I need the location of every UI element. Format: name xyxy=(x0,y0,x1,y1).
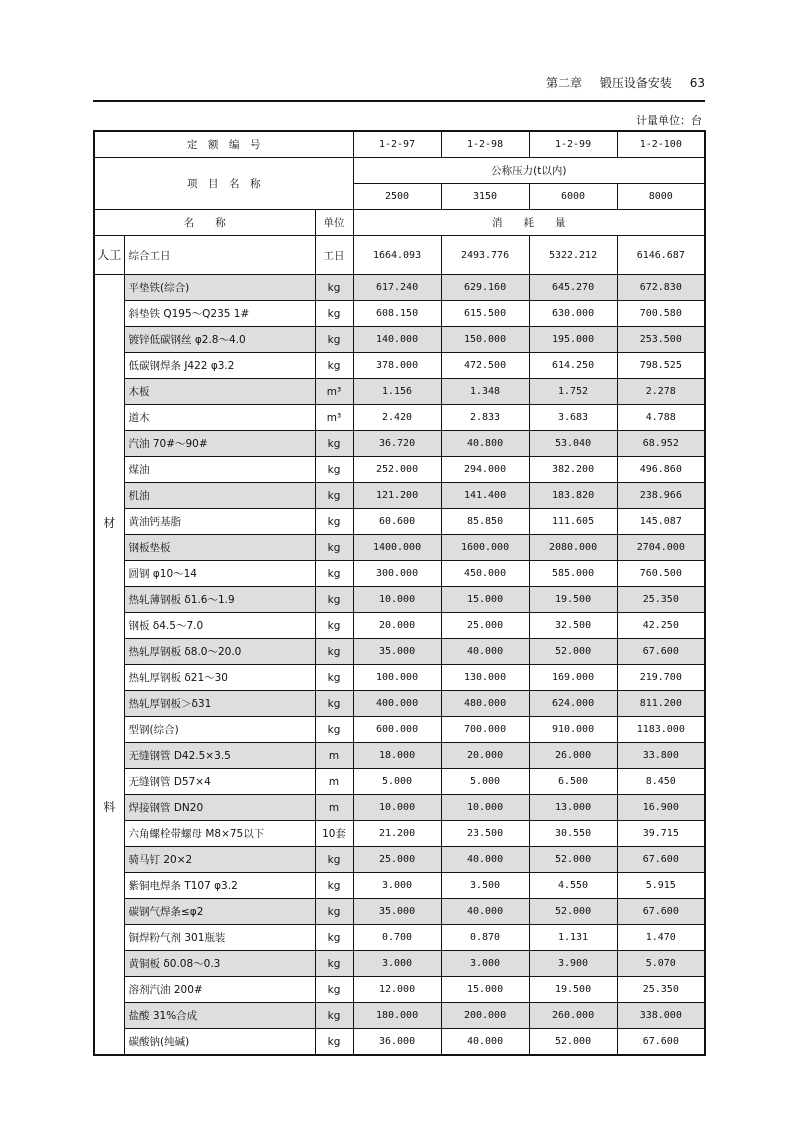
material-name: 热轧厚钢板 δ21～30 xyxy=(124,665,315,691)
section-title: 锻压设备安装 xyxy=(599,76,672,90)
material-unit: kg xyxy=(315,275,353,301)
material-value: 40.000 xyxy=(441,847,529,873)
material-value: 260.000 xyxy=(529,1003,617,1029)
material-unit: kg xyxy=(315,431,353,457)
material-value: 23.500 xyxy=(441,821,529,847)
labor-value: 5322.212 xyxy=(529,236,617,275)
material-value: 121.200 xyxy=(353,483,441,509)
material-value: 180.000 xyxy=(353,1003,441,1029)
quota-label: 定 额 编 号 xyxy=(94,131,353,158)
material-value: 130.000 xyxy=(441,665,529,691)
material-row xyxy=(94,795,705,821)
quota-code: 1-2-99 xyxy=(529,131,617,158)
material-unit: kg xyxy=(315,691,353,717)
material-value: 1.348 xyxy=(441,379,529,405)
material-value: 3.000 xyxy=(353,873,441,899)
material-value: 40.000 xyxy=(441,899,529,925)
material-value: 169.000 xyxy=(529,665,617,691)
material-value: 8.450 xyxy=(617,769,705,795)
material-value: 40.000 xyxy=(441,1029,529,1056)
material-row xyxy=(94,847,705,873)
material-row xyxy=(94,379,705,405)
material-value: 52.000 xyxy=(529,847,617,873)
material-name: 钢板 δ4.5～7.0 xyxy=(124,613,315,639)
quota-code: 1-2-97 xyxy=(353,131,441,158)
chapter-label: 第二章 xyxy=(546,76,583,90)
material-row xyxy=(94,639,705,665)
material-value: 700.000 xyxy=(441,717,529,743)
material-value: 18.000 xyxy=(353,743,441,769)
material-value: 21.200 xyxy=(353,821,441,847)
labor-value: 6146.687 xyxy=(617,236,705,275)
material-unit: kg xyxy=(315,1029,353,1056)
material-value: 36.000 xyxy=(353,1029,441,1056)
material-name: 碳钢气焊条≤φ2 xyxy=(124,899,315,925)
material-value: 53.040 xyxy=(529,431,617,457)
material-name: 无缝钢管 D57×4 xyxy=(124,769,315,795)
material-value: 52.000 xyxy=(529,899,617,925)
material-row xyxy=(94,899,705,925)
labor-row xyxy=(94,236,705,275)
material-row xyxy=(94,691,705,717)
material-value: 3.000 xyxy=(353,951,441,977)
material-name: 六角螺栓带螺母 M8×75以下 xyxy=(124,821,315,847)
material-value: 614.250 xyxy=(529,353,617,379)
material-row xyxy=(94,587,705,613)
material-name: 热轧薄钢板 δ1.6～1.9 xyxy=(124,587,315,613)
material-value: 2.420 xyxy=(353,405,441,431)
material-row xyxy=(94,1029,705,1056)
pressure-value: 8000 xyxy=(617,184,705,210)
material-name: 无缝钢管 D42.5×3.5 xyxy=(124,743,315,769)
material-value: 10.000 xyxy=(353,587,441,613)
material-name: 型钢(综合) xyxy=(124,717,315,743)
material-value: 35.000 xyxy=(353,639,441,665)
material-value: 12.000 xyxy=(353,977,441,1003)
material-name: 道木 xyxy=(124,405,315,431)
material-value: 0.870 xyxy=(441,925,529,951)
material-value: 672.830 xyxy=(617,275,705,301)
labor-value: 1664.093 xyxy=(353,236,441,275)
labor-category: 人工 xyxy=(94,236,124,275)
material-value: 67.600 xyxy=(617,899,705,925)
material-value: 67.600 xyxy=(617,847,705,873)
material-value: 5.000 xyxy=(441,769,529,795)
material-value: 33.800 xyxy=(617,743,705,769)
material-value: 183.820 xyxy=(529,483,617,509)
material-value: 140.000 xyxy=(353,327,441,353)
material-unit: kg xyxy=(315,665,353,691)
material-value: 60.600 xyxy=(353,509,441,535)
pressure-value: 3150 xyxy=(441,184,529,210)
material-unit: kg xyxy=(315,483,353,509)
material-value: 238.966 xyxy=(617,483,705,509)
material-value: 3.000 xyxy=(441,951,529,977)
material-name: 机油 xyxy=(124,483,315,509)
material-value: 624.000 xyxy=(529,691,617,717)
unit-column-header: 单位 xyxy=(315,210,353,236)
material-unit: 10套 xyxy=(315,821,353,847)
page-header xyxy=(93,72,705,102)
material-value: 0.700 xyxy=(353,925,441,951)
material-value: 4.788 xyxy=(617,405,705,431)
material-row xyxy=(94,353,705,379)
pressure-header-row xyxy=(94,158,705,184)
material-value: 585.000 xyxy=(529,561,617,587)
material-name: 热轧厚钢板＞δ31 xyxy=(124,691,315,717)
material-name: 焊接钢管 DN20 xyxy=(124,795,315,821)
material-value: 20.000 xyxy=(441,743,529,769)
material-row xyxy=(94,509,705,535)
name-column-header: 名 称 xyxy=(94,210,315,236)
material-unit: kg xyxy=(315,509,353,535)
material-value: 150.000 xyxy=(441,327,529,353)
material-value: 68.952 xyxy=(617,431,705,457)
material-name: 黄铜板 δ0.08～0.3 xyxy=(124,951,315,977)
material-value: 760.500 xyxy=(617,561,705,587)
material-row xyxy=(94,977,705,1003)
material-value: 4.550 xyxy=(529,873,617,899)
labor-unit: 工日 xyxy=(315,236,353,275)
pressure-value: 2500 xyxy=(353,184,441,210)
material-unit: kg xyxy=(315,301,353,327)
material-row xyxy=(94,405,705,431)
material-unit: kg xyxy=(315,899,353,925)
pressure-value: 6000 xyxy=(529,184,617,210)
material-row xyxy=(94,1003,705,1029)
material-value: 2.278 xyxy=(617,379,705,405)
material-row xyxy=(94,613,705,639)
material-value: 6.500 xyxy=(529,769,617,795)
material-row xyxy=(94,665,705,691)
material-value: 1.156 xyxy=(353,379,441,405)
material-unit: kg xyxy=(315,561,353,587)
material-unit: kg xyxy=(315,873,353,899)
material-value: 252.000 xyxy=(353,457,441,483)
material-value: 5.070 xyxy=(617,951,705,977)
material-value: 1.470 xyxy=(617,925,705,951)
material-unit: kg xyxy=(315,327,353,353)
labor-name: 综合工日 xyxy=(124,236,315,275)
material-value: 811.200 xyxy=(617,691,705,717)
material-name: 黄油钙基脂 xyxy=(124,509,315,535)
material-name: 紫铜电焊条 T107 φ3.2 xyxy=(124,873,315,899)
material-value: 1.131 xyxy=(529,925,617,951)
quota-code: 1-2-98 xyxy=(441,131,529,158)
material-name: 平垫铁(综合) xyxy=(124,275,315,301)
material-unit: kg xyxy=(315,587,353,613)
material-unit: m xyxy=(315,743,353,769)
material-unit: m³ xyxy=(315,379,353,405)
material-value: 25.000 xyxy=(353,847,441,873)
material-value: 798.525 xyxy=(617,353,705,379)
material-row xyxy=(94,951,705,977)
material-row xyxy=(94,457,705,483)
material-category xyxy=(94,275,124,1056)
material-name: 铜焊粉气剂 301瓶装 xyxy=(124,925,315,951)
material-name: 煤油 xyxy=(124,457,315,483)
material-name: 斜垫铁 Q195～Q235 1# xyxy=(124,301,315,327)
consumption-table xyxy=(93,130,706,1056)
material-value: 19.500 xyxy=(529,977,617,1003)
material-row xyxy=(94,561,705,587)
material-name: 圆钢 φ10～14 xyxy=(124,561,315,587)
material-value: 26.000 xyxy=(529,743,617,769)
material-value: 2704.000 xyxy=(617,535,705,561)
material-unit: kg xyxy=(315,951,353,977)
material-value: 378.000 xyxy=(353,353,441,379)
consumption-header: 消 耗 量 xyxy=(353,210,705,236)
material-value: 1183.000 xyxy=(617,717,705,743)
material-value: 2080.000 xyxy=(529,535,617,561)
material-value: 300.000 xyxy=(353,561,441,587)
material-value: 39.715 xyxy=(617,821,705,847)
material-value: 1400.000 xyxy=(353,535,441,561)
material-value: 3.683 xyxy=(529,405,617,431)
material-value: 200.000 xyxy=(441,1003,529,1029)
material-row xyxy=(94,769,705,795)
material-row xyxy=(94,743,705,769)
material-unit: kg xyxy=(315,613,353,639)
material-value: 600.000 xyxy=(353,717,441,743)
material-value: 25.350 xyxy=(617,977,705,1003)
material-unit: kg xyxy=(315,457,353,483)
material-row xyxy=(94,327,705,353)
material-value: 3.900 xyxy=(529,951,617,977)
material-name: 汽油 70#～90# xyxy=(124,431,315,457)
material-value: 25.350 xyxy=(617,587,705,613)
material-row xyxy=(94,717,705,743)
material-name: 盐酸 31%合成 xyxy=(124,1003,315,1029)
material-value: 13.000 xyxy=(529,795,617,821)
material-value: 145.087 xyxy=(617,509,705,535)
material-value: 617.240 xyxy=(353,275,441,301)
material-value: 15.000 xyxy=(441,587,529,613)
unit-note: 计量单位：台 xyxy=(636,114,702,127)
material-unit: kg xyxy=(315,353,353,379)
material-value: 40.800 xyxy=(441,431,529,457)
material-value: 15.000 xyxy=(441,977,529,1003)
material-name: 热轧厚钢板 δ8.0～20.0 xyxy=(124,639,315,665)
material-value: 19.500 xyxy=(529,587,617,613)
material-value: 496.860 xyxy=(617,457,705,483)
material-value: 10.000 xyxy=(441,795,529,821)
material-value: 450.000 xyxy=(441,561,529,587)
material-value: 30.550 xyxy=(529,821,617,847)
material-unit: kg xyxy=(315,717,353,743)
material-value: 5.915 xyxy=(617,873,705,899)
material-value: 338.000 xyxy=(617,1003,705,1029)
material-value: 480.000 xyxy=(441,691,529,717)
material-value: 16.900 xyxy=(617,795,705,821)
material-value: 382.200 xyxy=(529,457,617,483)
material-value: 195.000 xyxy=(529,327,617,353)
material-value: 1.752 xyxy=(529,379,617,405)
material-row xyxy=(94,431,705,457)
material-value: 629.160 xyxy=(441,275,529,301)
material-category-char-2: 料 xyxy=(103,799,116,814)
material-value: 1600.000 xyxy=(441,535,529,561)
material-row xyxy=(94,483,705,509)
material-row xyxy=(94,535,705,561)
material-value: 85.850 xyxy=(441,509,529,535)
item-label: 项 目 名 称 xyxy=(94,158,353,210)
material-value: 219.700 xyxy=(617,665,705,691)
material-unit: m³ xyxy=(315,405,353,431)
labor-value: 2493.776 xyxy=(441,236,529,275)
material-value: 20.000 xyxy=(353,613,441,639)
material-value: 42.250 xyxy=(617,613,705,639)
material-row xyxy=(94,925,705,951)
material-unit: kg xyxy=(315,1003,353,1029)
material-row xyxy=(94,873,705,899)
material-value: 3.500 xyxy=(441,873,529,899)
material-name: 钢板垫板 xyxy=(124,535,315,561)
material-value: 40.000 xyxy=(441,639,529,665)
material-unit: kg xyxy=(315,977,353,1003)
material-unit: kg xyxy=(315,847,353,873)
material-row xyxy=(94,275,705,301)
material-unit: m xyxy=(315,769,353,795)
material-value: 10.000 xyxy=(353,795,441,821)
material-unit: m xyxy=(315,795,353,821)
material-value: 141.400 xyxy=(441,483,529,509)
material-value: 25.000 xyxy=(441,613,529,639)
material-name: 低碳钢焊条 J422 φ3.2 xyxy=(124,353,315,379)
material-value: 5.000 xyxy=(353,769,441,795)
material-name: 骑马钉 20×2 xyxy=(124,847,315,873)
material-unit: kg xyxy=(315,535,353,561)
material-value: 645.270 xyxy=(529,275,617,301)
material-value: 472.500 xyxy=(441,353,529,379)
material-value: 52.000 xyxy=(529,1029,617,1056)
page-number: 63 xyxy=(689,76,705,90)
material-value: 630.000 xyxy=(529,301,617,327)
pressure-label: 公称压力(t以内) xyxy=(353,158,705,184)
material-value: 608.150 xyxy=(353,301,441,327)
column-header-row xyxy=(94,210,705,236)
quota-code: 1-2-100 xyxy=(617,131,705,158)
material-name: 溶剂汽油 200# xyxy=(124,977,315,1003)
material-value: 253.500 xyxy=(617,327,705,353)
material-row xyxy=(94,301,705,327)
quota-code-row xyxy=(94,131,705,158)
material-name: 镀锌低碳钢丝 φ2.8～4.0 xyxy=(124,327,315,353)
material-row xyxy=(94,821,705,847)
material-value: 111.605 xyxy=(529,509,617,535)
material-value: 52.000 xyxy=(529,639,617,665)
material-value: 910.000 xyxy=(529,717,617,743)
material-category-char-1: 材 xyxy=(103,515,116,530)
material-value: 100.000 xyxy=(353,665,441,691)
material-value: 615.500 xyxy=(441,301,529,327)
material-name: 木板 xyxy=(124,379,315,405)
material-value: 36.720 xyxy=(353,431,441,457)
material-value: 32.500 xyxy=(529,613,617,639)
material-value: 35.000 xyxy=(353,899,441,925)
material-value: 400.000 xyxy=(353,691,441,717)
material-value: 2.833 xyxy=(441,405,529,431)
material-value: 700.580 xyxy=(617,301,705,327)
material-value: 294.000 xyxy=(441,457,529,483)
material-value: 67.600 xyxy=(617,1029,705,1056)
material-unit: kg xyxy=(315,639,353,665)
material-value: 67.600 xyxy=(617,639,705,665)
material-name: 碳酸钠(纯碱) xyxy=(124,1029,315,1056)
material-unit: kg xyxy=(315,925,353,951)
